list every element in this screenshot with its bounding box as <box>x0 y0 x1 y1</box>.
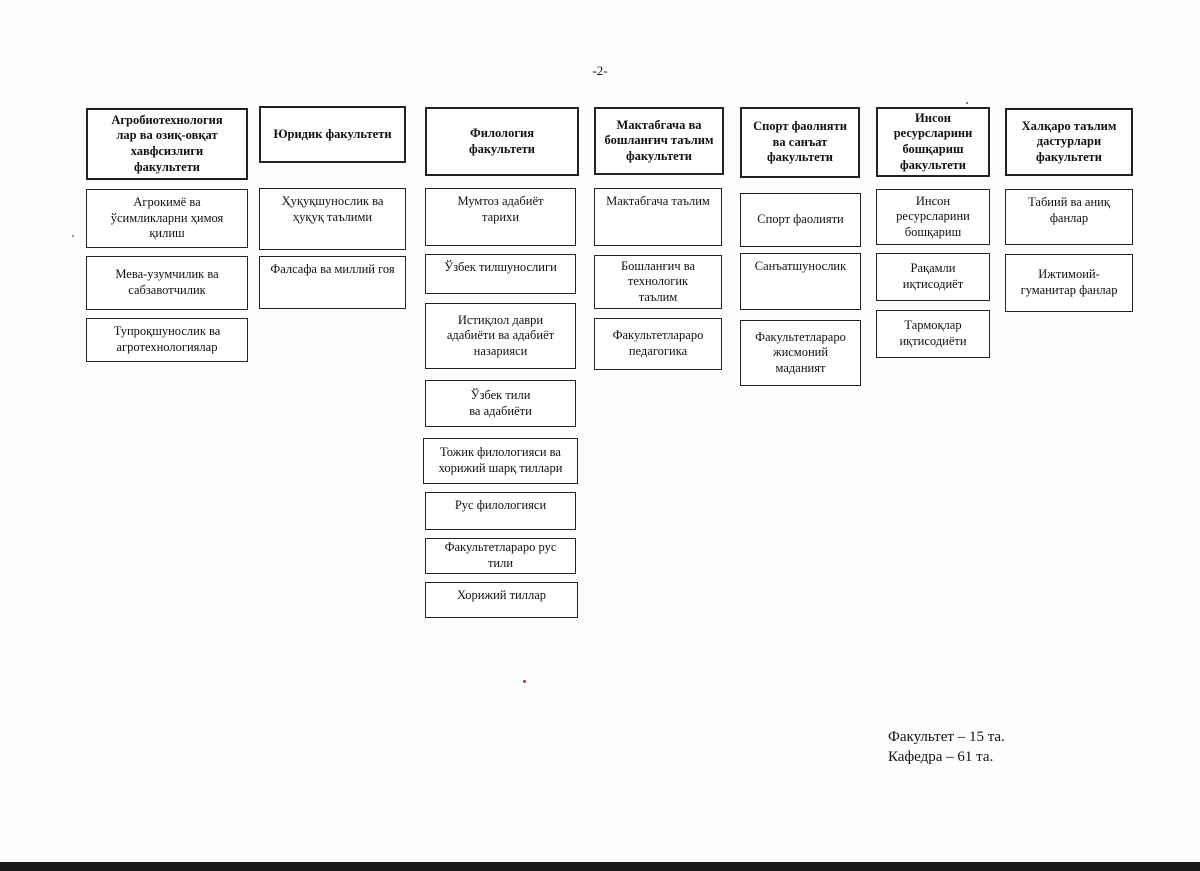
department-box: Фалсафа ва миллий гоя <box>259 256 406 309</box>
department-box: Рақамли иқтисодиёт <box>876 253 990 301</box>
faculty-header-philology: Филология факультети <box>425 107 579 176</box>
scan-speck <box>966 102 968 104</box>
department-box: Агрокимё ва ўсимликларни ҳимоя қилиш <box>86 189 248 248</box>
scan-speck <box>72 235 74 237</box>
department-box: Факультетлараро рус тили <box>425 538 576 574</box>
department-box: Ўзбек тилшунослиги <box>425 254 576 294</box>
department-box: Мева-узумчилик ва сабзавотчилик <box>86 256 248 310</box>
faculty-header-international: Халқаро таълим дастурлари факультети <box>1005 108 1133 176</box>
faculty-header-agro: Агробиотехнология лар ва озиқ-овқат хавфсизлиги факультети <box>86 108 248 180</box>
department-count: Кафедра – 61 та. <box>888 749 994 765</box>
faculty-header-sport: Спорт фаолияти ва санъат факультети <box>740 107 860 178</box>
department-box: Истиқлол даври адабиёти ва адабиёт назарияси <box>425 303 576 369</box>
department-box: Рус филологияси <box>425 492 576 530</box>
department-box: Табиий ва аниқ фанлар <box>1005 189 1133 245</box>
faculty-header-law: Юридик факультети <box>259 106 406 163</box>
department-box: Тармоқлар иқтисодиёти <box>876 310 990 358</box>
scan-edge <box>0 862 1200 871</box>
page-number: -2- <box>592 63 608 78</box>
department-box: Санъатшунослик <box>740 253 861 310</box>
faculty-count: Факультет – 15 та. <box>888 729 1005 745</box>
department-box: Ижтимоий- гуманитар фанлар <box>1005 254 1133 312</box>
department-box: Бошланғич ва технологик таълим <box>594 255 722 309</box>
department-box: Спорт фаолияти <box>740 193 861 247</box>
faculty-header-preschool: Мактабгача ва бошланғич таълим факультети <box>594 107 724 175</box>
department-box: Хорижий тиллар <box>425 582 578 618</box>
department-box: Тожик филологияси ва хорижий шарқ тиллари <box>423 438 578 484</box>
summary-block <box>888 727 1005 767</box>
department-box: Ўзбек тили ва адабиёти <box>425 380 576 427</box>
scan-speck <box>523 680 526 683</box>
department-box: Мумтоз адабиёт тарихи <box>425 188 576 246</box>
faculty-header-hr: Инсон ресурсларини бошқариш факультети <box>876 107 990 177</box>
department-box: Факультетлараро жисмоний маданият <box>740 320 861 386</box>
department-box: Ҳуқуқшунослик ва ҳуқуқ таълими <box>259 188 406 250</box>
department-box: Тупроқшунослик ва агротехнологиялар <box>86 318 248 362</box>
department-box: Факультетлараро педагогика <box>594 318 722 370</box>
department-box: Инсон ресурсларини бошқариш <box>876 189 990 245</box>
department-box: Мактабгача таълим <box>594 188 722 246</box>
